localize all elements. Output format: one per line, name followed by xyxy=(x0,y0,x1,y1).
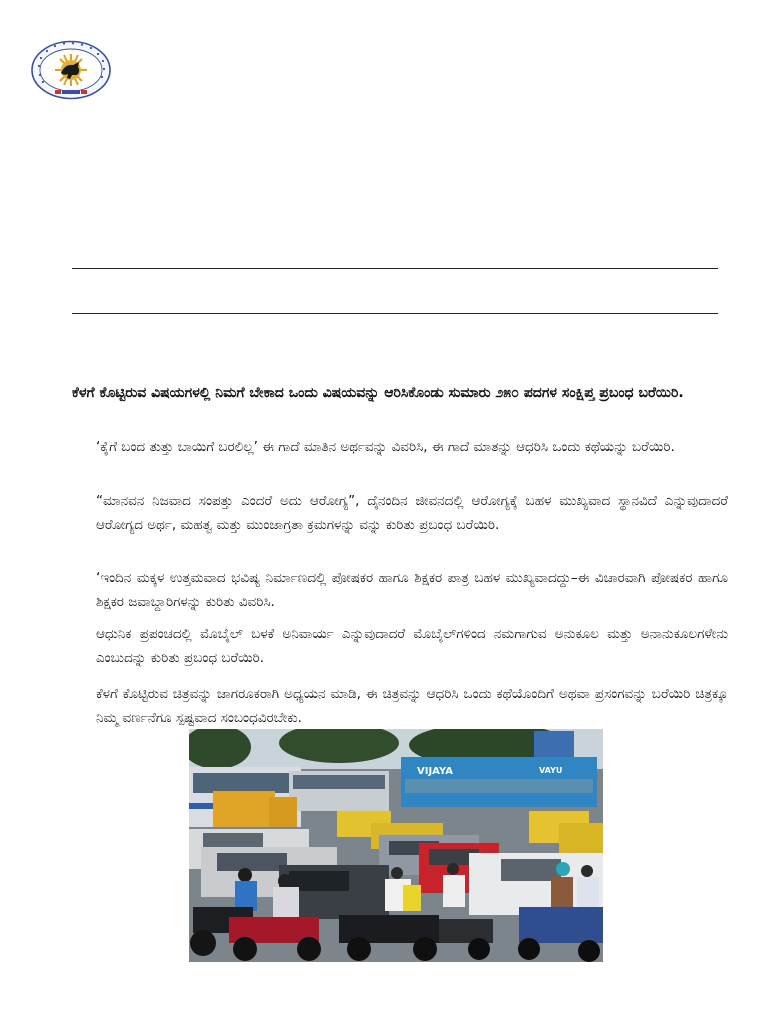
question-5: ಕೆಳಗೆ ಕೊಟ್ಟಿರುವ ಚಿತ್ರವನ್ನು ಜಾಗರೂಕರಾಗಿ ಅಧ್ಯಯನ ಮಾಡಿ, ಈ ಚಿತ್ರವನ್ನು ಆಧರಿಸಿ ಒಂದು ಕಥೆಯೊಂದಿಗೆ ಅಥವಾ ಪ್ರಸಂಗವನ್ನು ಬರೆಯಿರಿ ಚಿತ್ರಕ್ಕೂ ನಿಮ್ಮ ವರ್ಣನೆಗೂ ಸ್ಪಷ್ಟವಾದ ಸಂಬಂಧವಿರಬೇಕು. xyxy=(96,686,728,726)
question-3: ‘ಇಂದಿನ ಮಕ್ಕಳ ಉತ್ತಮವಾದ ಭವಿಷ್ಯ ನಿರ್ಮಾಣದಲ್ಲಿ ಪೋಷಕರ ಹಾಗೂ ಶಿಕ್ಷಕರ ಪಾತ್ರ ಬಹಳ ಮುಖ್ಯವಾದದ್ದು–ಈ ವಿಚಾರವಾಗಿ ಪೋಷಕರ ಹಾಗೂ ಶಿಕ್ಷಕರ ಜವಾಬ್ದಾರಿಗಳನ್ನು ಕುರಿತು ವಿವರಿಸಿ. xyxy=(96,570,728,610)
instructions-heading: ಕೆಳಗೆ ಕೊಟ್ಟಿರುವ ವಿಷಯಗಳಲ್ಲಿ ನಿಮಗೆ ಬೇಕಾದ ಒಂದು ವಿಷಯವನ್ನು ಆರಿಸಿಕೊಂಡು ಸುಮಾರು ೨೫೦ ಪದಗಳ ಸಂಕ್ಷಿಪ್ತ ಪ್ರಬಂಧ ಬರೆಯಿರಿ. xyxy=(72,385,684,401)
school-association-logo xyxy=(31,40,111,100)
bus-sign-vayu: VAYU xyxy=(539,766,563,775)
blank-line-2 xyxy=(72,313,718,314)
question-2: “ಮಾನವನ ನಿಜವಾದ ಸಂಪತ್ತು ಎಂದರೆ ಅದು ಆರೋಗ್ಯ”, ದೈನಂದಿನ ಜೀವನದಲ್ಲಿ ಆರೋಗ್ಯಕ್ಕೆ ಬಹಳ ಮುಖ್ಯವಾದ ಸ್ಥಾನವಿದೆ ಎನ್ನುವುದಾದರೆ ಆರೋಗ್ಯದ ಅರ್ಥ, ಮಹತ್ವ ಮತ್ತು ಮುಂಜಾಗ್ರತಾ ಕ್ರಮಗಳನ್ನು ವನ್ನು ಕುರಿತು ಪ್ರಬಂಧ ಬರೆಯಿರಿ. xyxy=(96,493,728,533)
blank-line-1 xyxy=(72,268,718,269)
question-4: ಆಧುನಿಕ ಪ್ರಪಂಚದಲ್ಲಿ ಮೊಬೈಲ್ ಬಳಕೆ ಅನಿವಾರ್ಯ ಎನ್ನುವುದಾದರೆ ಮೊಬೈಲ್‌ಗಳಿಂದ ನಮಗಾಗುವ ಅನುಕೂಲ ಮತ್ತು ಅನಾನುಕೂಲಗಳೇನು ಎಂಬುದನ್ನು ಕುರಿತು ಪ್ರಬಂಧ ಬರೆಯಿರಿ. xyxy=(96,626,728,666)
bus-sign-vijaya: VIJAYA xyxy=(417,766,453,777)
traffic-photo xyxy=(189,729,603,962)
question-1: ‘ಕೈಗೆ ಬಂದ ತುತ್ತು ಬಾಯಿಗೆ ಬರಲಿಲ್ಲ’ ಈ ಗಾದೆ ಮಾತಿನ ಅರ್ಥವನ್ನು ವಿವರಿಸಿ, ಈ ಗಾದೆ ಮಾತನ್ನು ಆಧರಿಸಿ ಒಂದು ಕಥೆಯನ್ನು ಬರೆಯಿರಿ. xyxy=(96,439,675,455)
